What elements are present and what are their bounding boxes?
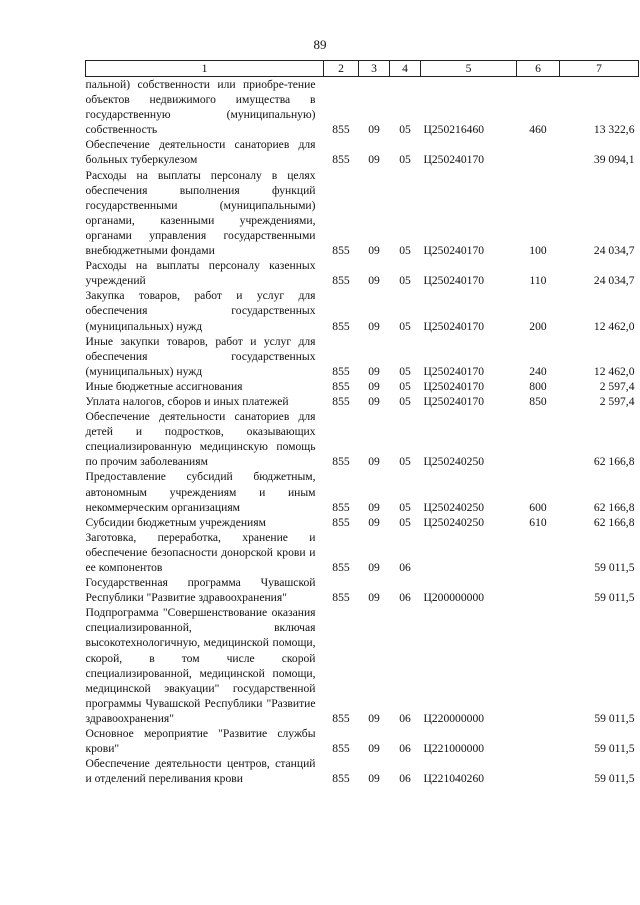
target-article-cell: Ц220000000 bbox=[423, 711, 485, 725]
subsection-code-cell: 05 bbox=[399, 500, 411, 514]
target-article-cell: Ц200000000 bbox=[423, 591, 485, 605]
ministry-code-cell: 855 bbox=[332, 455, 350, 469]
subsection-code-cell: 06 bbox=[399, 591, 411, 605]
subsection-code-cell: 05 bbox=[399, 274, 411, 288]
ministry-code-cell: 855 bbox=[332, 319, 350, 333]
section-code-cell: 09 bbox=[368, 244, 380, 258]
row-name-cell: Субсидии бюджетным учреждениям bbox=[85, 515, 266, 529]
ministry-code-cell: 855 bbox=[332, 244, 350, 258]
amount-cell: 12 462,0 bbox=[593, 319, 635, 333]
row-name-cell: пальной) собственности или приобре-тение объектов недвижимого имущества в государственную (муниципальную) собственность bbox=[85, 78, 316, 137]
table-row bbox=[86, 726, 639, 756]
table-row bbox=[86, 469, 639, 514]
amount-cell: 62 166,8 bbox=[593, 515, 635, 529]
ministry-code-cell: 855 bbox=[332, 500, 350, 514]
amount-cell: 13 322,6 bbox=[593, 123, 635, 137]
target-article-cell: Ц250240170 bbox=[423, 319, 485, 333]
ministry-code-cell: 855 bbox=[332, 742, 350, 756]
subsection-code-cell: 06 bbox=[399, 772, 411, 786]
amount-cell: 62 166,8 bbox=[593, 500, 635, 514]
amount-cell: 12 462,0 bbox=[593, 364, 635, 378]
expense-type-cell bbox=[517, 756, 560, 786]
row-name-cell: Заготовка, переработка, хранение и обеспечение безопасности донорской крови и ее компонентов bbox=[85, 530, 316, 574]
column-header-expense-type: 6 bbox=[517, 61, 560, 77]
amount-cell: 62 166,8 bbox=[593, 455, 635, 469]
row-name-cell: Обеспечение деятельности санаториев для больных туберкулезом bbox=[85, 138, 316, 167]
section-code-cell: 09 bbox=[368, 153, 380, 167]
table-row bbox=[86, 168, 639, 259]
expense-type-cell: 110 bbox=[529, 274, 547, 288]
target-article-cell: Ц250240170 bbox=[423, 244, 485, 258]
table-row bbox=[86, 530, 639, 575]
subsection-code-cell: 05 bbox=[399, 153, 411, 167]
budget-table bbox=[85, 60, 639, 786]
table-row bbox=[86, 605, 639, 726]
expense-type-cell: 100 bbox=[529, 244, 547, 258]
target-article-cell: Ц250240170 bbox=[423, 274, 485, 288]
column-header-ministry: 2 bbox=[324, 61, 359, 77]
subsection-code-cell: 05 bbox=[399, 515, 411, 529]
row-name-cell: Расходы на выплаты персоналу казенных учреждений bbox=[85, 259, 316, 288]
table-row bbox=[86, 288, 639, 333]
expense-type-cell bbox=[517, 409, 560, 469]
expense-type-cell: 600 bbox=[529, 500, 547, 514]
target-article-cell bbox=[421, 530, 517, 575]
section-code-cell: 09 bbox=[368, 500, 380, 514]
subsection-code-cell: 06 bbox=[399, 711, 411, 725]
target-article-cell: Ц250216460 bbox=[423, 123, 485, 137]
row-name-cell: Иные закупки товаров, работ и услуг для обеспечения государственных (муниципальных) нужд bbox=[85, 334, 316, 378]
section-code-cell: 09 bbox=[368, 379, 380, 393]
table-row bbox=[86, 77, 639, 138]
section-code-cell: 09 bbox=[368, 319, 380, 333]
subsection-code-cell: 05 bbox=[399, 394, 411, 408]
ministry-code-cell: 855 bbox=[332, 123, 350, 137]
ministry-code-cell: 855 bbox=[332, 515, 350, 529]
expense-type-cell: 850 bbox=[529, 394, 547, 408]
ministry-code-cell: 855 bbox=[332, 274, 350, 288]
target-article-cell: Ц221040260 bbox=[423, 772, 485, 786]
ministry-code-cell: 855 bbox=[332, 153, 350, 167]
row-name-cell: Предоставление субсидий бюджетным, автономным учреждениям и иным некоммерческим организациям bbox=[85, 470, 316, 514]
amount-cell: 59 011,5 bbox=[594, 742, 635, 756]
target-article-cell: Ц250240170 bbox=[423, 153, 485, 167]
table-row bbox=[86, 575, 639, 605]
row-name-cell: Иные бюджетные ассигнования bbox=[85, 379, 243, 393]
table-row bbox=[86, 334, 639, 379]
row-name-cell: Уплата налогов, сборов и иных платежей bbox=[85, 394, 289, 408]
table-row bbox=[86, 515, 639, 530]
column-header-amount: 7 bbox=[560, 61, 639, 77]
expense-type-cell bbox=[517, 726, 560, 756]
row-name-cell: Обеспечение деятельности санаториев для детей и подростков, оказывающих специализированную медицинскую помощь по прочим заболеваниям bbox=[85, 410, 316, 469]
subsection-code-cell: 06 bbox=[399, 742, 411, 756]
column-header-subsection: 4 bbox=[390, 61, 421, 77]
ministry-code-cell: 855 bbox=[332, 364, 350, 378]
amount-cell: 2 597,4 bbox=[599, 394, 635, 408]
amount-cell: 2 597,4 bbox=[599, 379, 635, 393]
section-code-cell: 09 bbox=[368, 123, 380, 137]
subsection-code-cell: 06 bbox=[399, 561, 411, 574]
section-code-cell: 09 bbox=[368, 772, 380, 786]
table-row bbox=[86, 409, 639, 469]
subsection-code-cell: 05 bbox=[399, 455, 411, 469]
target-article-cell: Ц221000000 bbox=[423, 742, 485, 756]
amount-cell: 59 011,5 bbox=[594, 591, 635, 605]
expense-type-cell: 800 bbox=[529, 379, 547, 393]
amount-cell: 59 011,5 bbox=[594, 561, 635, 574]
table-header-row bbox=[86, 61, 639, 77]
expense-type-cell: 610 bbox=[529, 515, 547, 529]
section-code-cell: 09 bbox=[368, 274, 380, 288]
expense-type-cell bbox=[517, 137, 560, 167]
section-code-cell: 09 bbox=[368, 561, 380, 574]
amount-cell: 39 094,1 bbox=[593, 153, 635, 167]
amount-cell: 59 011,5 bbox=[594, 772, 635, 786]
ministry-code-cell: 855 bbox=[332, 561, 350, 574]
row-name-cell: Обеспечение деятельности центров, станций и отделений переливания крови bbox=[85, 757, 316, 786]
target-article-cell: Ц250240250 bbox=[423, 515, 485, 529]
row-name-cell: Государственная программа Чувашской Республики "Развитие здравоохранения" bbox=[85, 576, 316, 605]
table-row bbox=[86, 379, 639, 394]
section-code-cell: 09 bbox=[368, 711, 380, 725]
amount-cell: 24 034,7 bbox=[593, 244, 635, 258]
target-article-cell: Ц250240170 bbox=[423, 364, 485, 378]
ministry-code-cell: 855 bbox=[332, 772, 350, 786]
subsection-code-cell: 05 bbox=[399, 364, 411, 378]
subsection-code-cell: 05 bbox=[399, 244, 411, 258]
section-code-cell: 09 bbox=[368, 742, 380, 756]
target-article-cell: Ц250240170 bbox=[423, 379, 485, 393]
subsection-code-cell: 05 bbox=[399, 123, 411, 137]
column-header-target-article: 5 bbox=[421, 61, 517, 77]
subsection-code-cell: 05 bbox=[399, 379, 411, 393]
ministry-code-cell: 855 bbox=[332, 591, 350, 605]
page-number: 89 bbox=[313, 37, 327, 52]
table-row bbox=[86, 394, 639, 409]
target-article-cell: Ц250240170 bbox=[423, 394, 485, 408]
section-code-cell: 09 bbox=[368, 455, 380, 469]
expense-type-cell bbox=[517, 575, 560, 605]
row-name-cell: Расходы на выплаты персоналу в целях обеспечения выполнения функций государственными (муниципальными) органами, казенными учреждениями, органами управления государственными внебюджетными фондами bbox=[85, 168, 316, 258]
subsection-code-cell: 05 bbox=[399, 319, 411, 333]
table-row bbox=[86, 258, 639, 288]
column-header-name: 1 bbox=[86, 61, 324, 77]
row-name-cell: Основное мероприятие "Развитие службы крови" bbox=[85, 727, 316, 756]
section-code-cell: 09 bbox=[368, 591, 380, 605]
row-name-cell: Подпрограмма "Совершенствование оказания специализированной, включая высокотехнологичную, медицинской помощи, скорой, в том числе скорой специализированной, медицинской помощи, медицинской эвакуации" государственной программы Чувашской Республики "Развитие здравоохранения" bbox=[85, 606, 316, 725]
section-code-cell: 09 bbox=[368, 394, 380, 408]
target-article-cell: Ц250240250 bbox=[423, 500, 485, 514]
target-article-cell: Ц250240250 bbox=[423, 455, 485, 469]
column-header-section: 3 bbox=[359, 61, 390, 77]
row-name-cell: Закупка товаров, работ и услуг для обеспечения государственных (муниципальных) нужд bbox=[85, 289, 316, 333]
table-row bbox=[86, 137, 639, 167]
section-code-cell: 09 bbox=[368, 364, 380, 378]
expense-type-cell: 460 bbox=[529, 123, 547, 137]
ministry-code-cell: 855 bbox=[332, 394, 350, 408]
expense-type-cell: 200 bbox=[529, 319, 547, 333]
amount-cell: 59 011,5 bbox=[594, 711, 635, 725]
expense-type-cell bbox=[517, 605, 560, 726]
table-row bbox=[86, 756, 639, 786]
ministry-code-cell: 855 bbox=[332, 379, 350, 393]
expense-type-cell: 240 bbox=[529, 364, 547, 378]
amount-cell: 24 034,7 bbox=[593, 274, 635, 288]
ministry-code-cell: 855 bbox=[332, 711, 350, 725]
section-code-cell: 09 bbox=[368, 515, 380, 529]
expense-type-cell bbox=[517, 530, 560, 575]
